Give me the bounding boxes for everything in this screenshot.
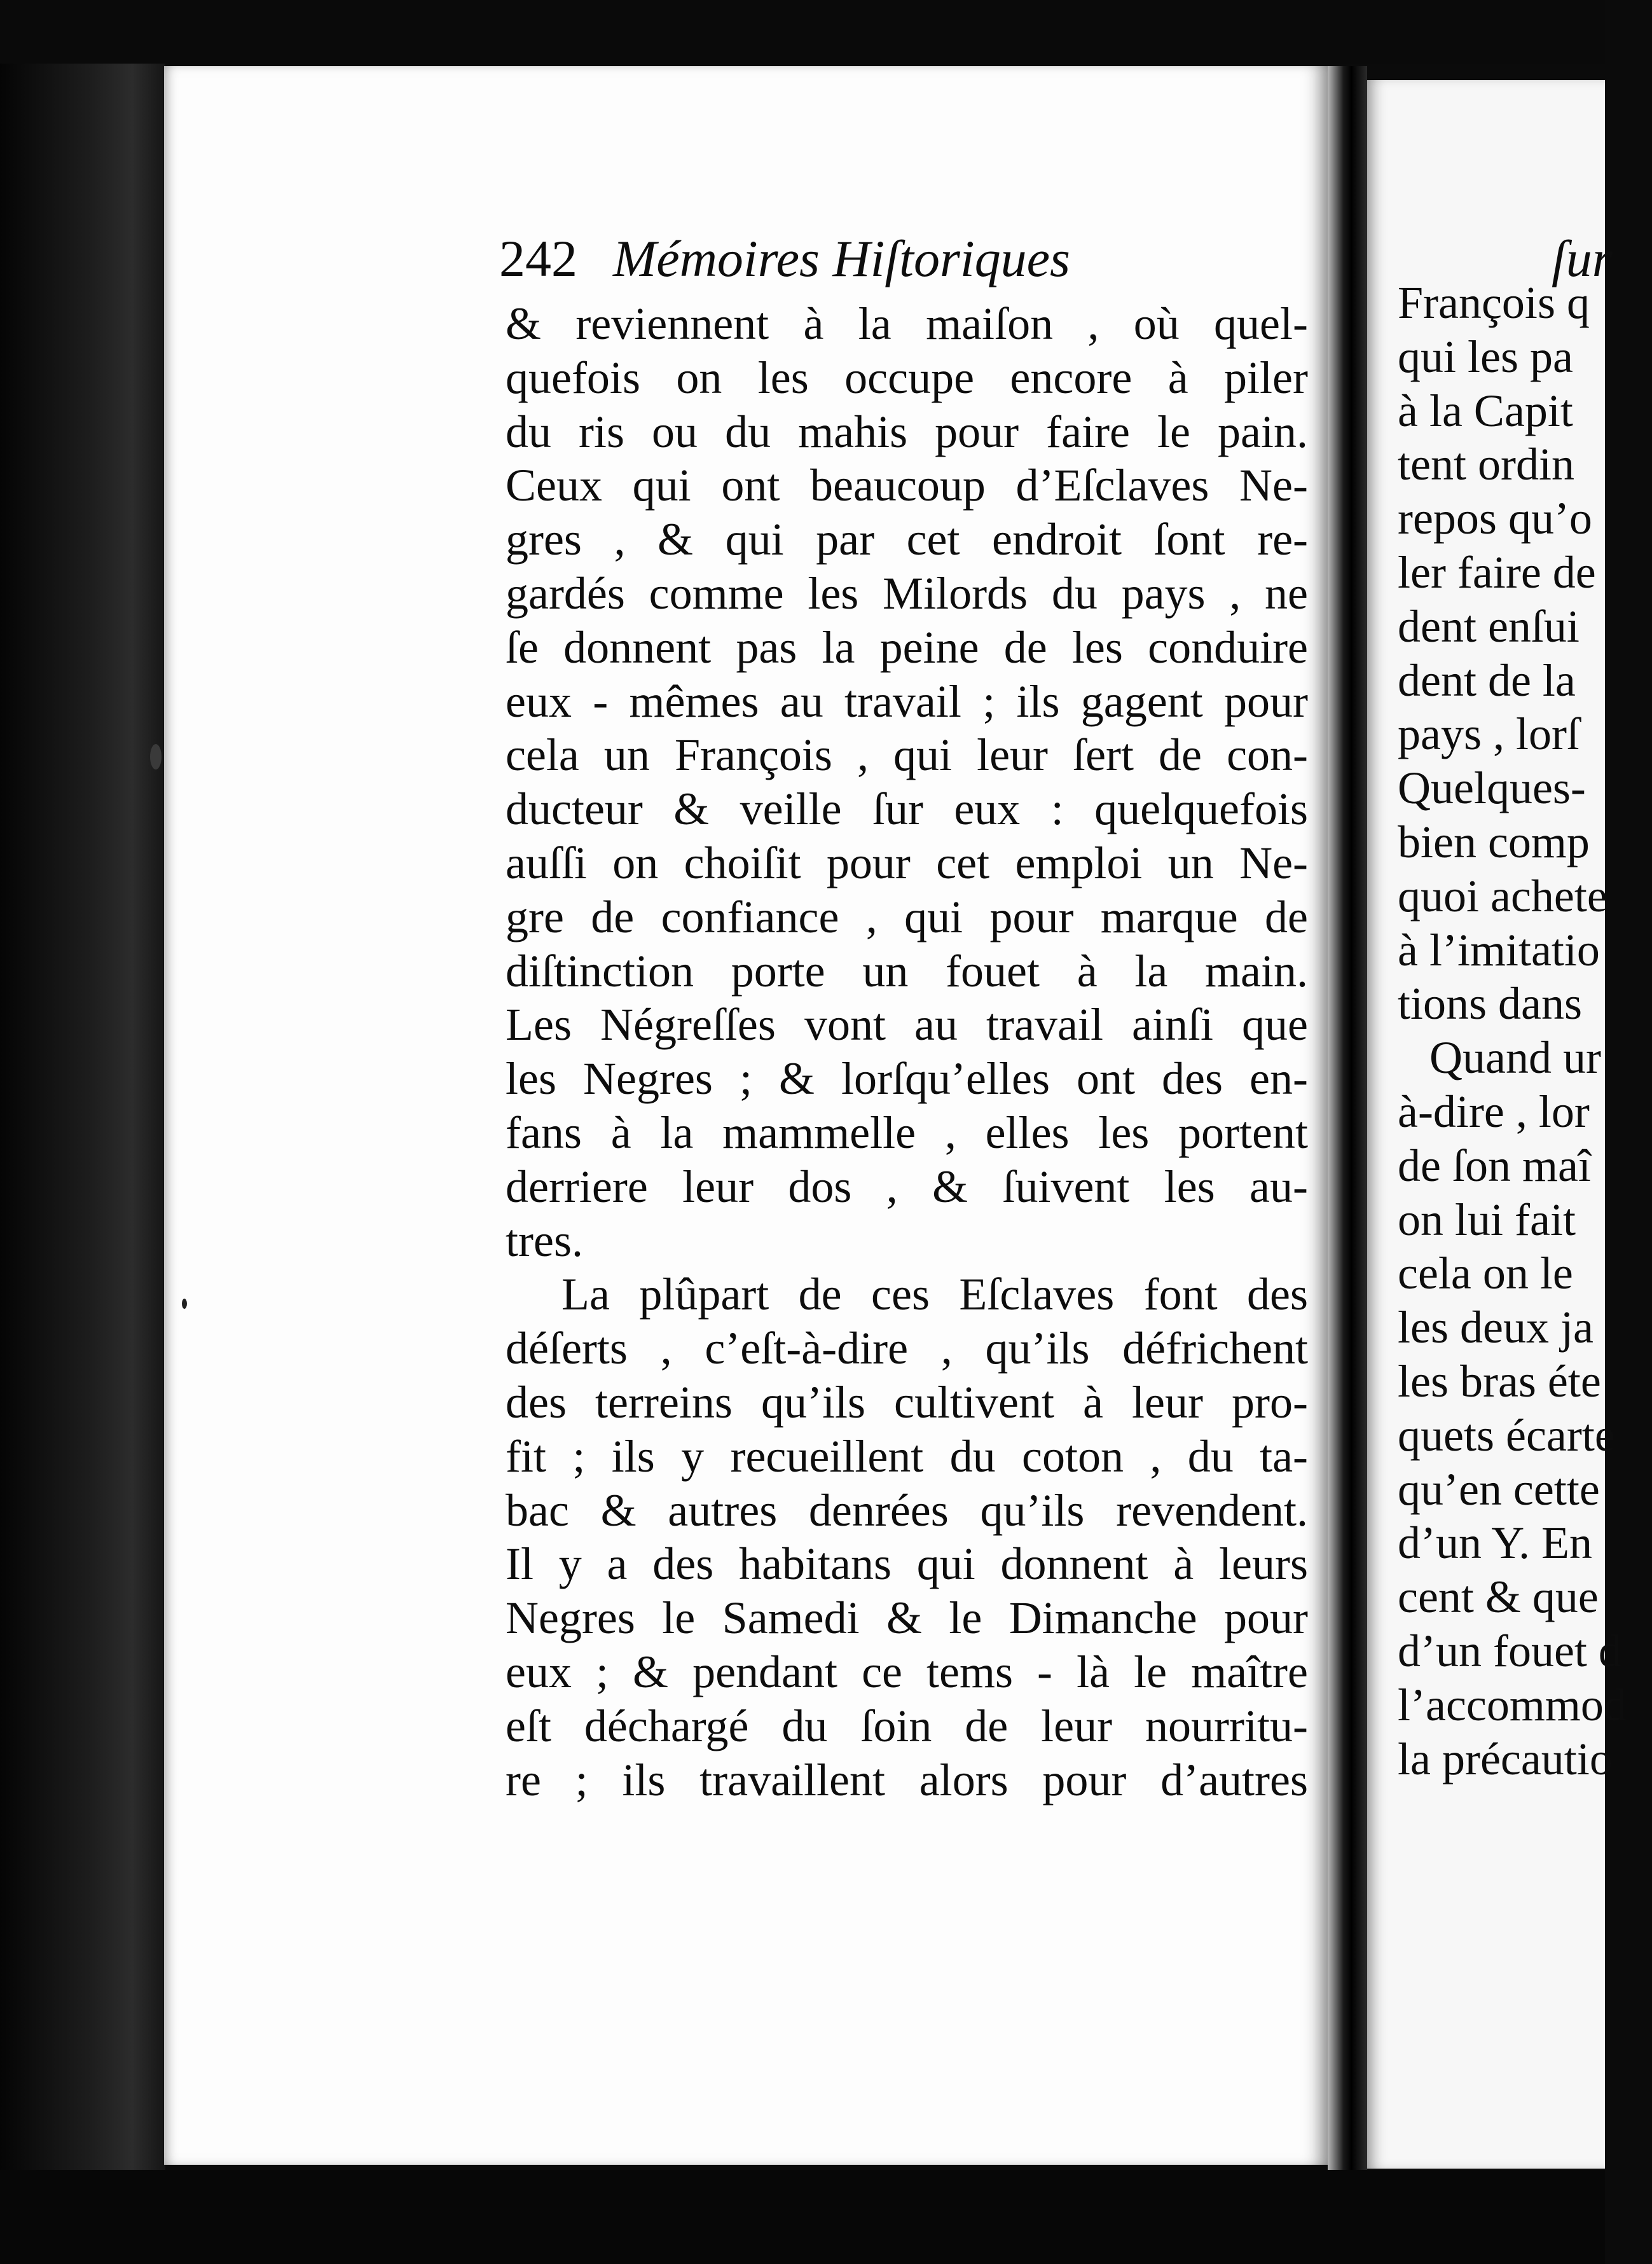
text-line: dent de la — [1398, 654, 1576, 706]
text-line: du ris ou du mahis pour faire le pain. — [506, 406, 1308, 457]
text-line: François q — [1398, 277, 1590, 328]
text-line: tres. — [506, 1215, 583, 1266]
text-line: la précautio — [1398, 1733, 1613, 1784]
right-page-running-title: ſur — [1552, 230, 1613, 287]
text-line: eux - mêmes au travail ; ils gagent pour — [506, 675, 1308, 727]
text-line: re ; ils travaillent alors pour d’autres — [506, 1754, 1308, 1805]
text-line: à la Capit — [1398, 385, 1573, 436]
text-line: fit ; ils y recueillent du coton , du ta- — [506, 1430, 1308, 1482]
scan-background-top — [0, 0, 1605, 64]
scan-speck — [182, 1299, 187, 1309]
left-page-header — [499, 224, 1202, 294]
text-line: cela un François , qui leur ſert de con- — [506, 729, 1308, 781]
text-line: eſt déchargé du ſoin de leur nourritu- — [506, 1700, 1308, 1751]
text-line: Il y a des habitans qui donnent à leurs — [506, 1538, 1308, 1590]
text-line: déſerts , c’eſt-à-dire , qu’ils défrichent — [506, 1323, 1308, 1374]
text-line: bac & autres denrées qu’ils revendent. — [506, 1484, 1308, 1536]
running-title: Mémoires Hiſtoriques — [613, 230, 1070, 287]
scan-background-bottom — [0, 2170, 1605, 2264]
text-line: dent enſui — [1398, 600, 1580, 652]
text-line: les deux ja — [1398, 1302, 1593, 1353]
text-line: cent & que — [1398, 1571, 1599, 1623]
text-line: repos qu’o — [1398, 493, 1592, 544]
text-line: diſtinction porte un fouet à la main. — [506, 945, 1308, 997]
text-line: Quand ur — [1429, 1032, 1601, 1084]
text-line: des terreins qu’ils cultivent à leur pro- — [506, 1376, 1308, 1428]
left-page-body — [506, 297, 1308, 1807]
text-line: gardés comme les Milords du pays , ne — [506, 567, 1308, 619]
text-line: à-dire , lor — [1398, 1086, 1590, 1137]
text-line: ſe donnent pas la peine de les conduire — [506, 621, 1308, 673]
text-line: de ſon maî — [1398, 1140, 1591, 1191]
text-line: les bras éte — [1398, 1355, 1601, 1407]
text-line: La plûpart de ces Eſclaves font des — [561, 1269, 1308, 1320]
text-line: auſſi on choiſit pour cet emploi un Ne- — [506, 837, 1308, 888]
text-line: gre de confiance , qui pour marque de — [506, 891, 1308, 942]
text-line: quoi achete — [1398, 870, 1607, 921]
text-line: ducteur & veille ſur eux : quelquefois — [506, 783, 1308, 835]
text-line: bien comp — [1398, 816, 1590, 867]
text-line: à l’imitatio — [1398, 924, 1600, 976]
text-line: Negres le Samedi & le Dimanche pour — [506, 1592, 1308, 1644]
text-line: & reviennent à la maiſon , où quel- — [506, 298, 1308, 349]
text-line: fans à la mammelle , elles les portent — [506, 1107, 1308, 1158]
text-line: Les Négreſſes vont au travail ainſi que — [506, 999, 1308, 1051]
text-line: qu’en cette — [1398, 1463, 1600, 1515]
page-number: 242 — [499, 230, 577, 287]
book-gutter — [1328, 66, 1367, 2171]
text-line: Quelques- — [1398, 763, 1586, 814]
book-spine-edge — [0, 64, 165, 2175]
text-line: quefois on les occupe encore à piler — [506, 352, 1308, 403]
text-line: eux ; & pendant ce tems - là le maître — [506, 1646, 1308, 1697]
text-line: derriere leur dos , & ſuivent les au- — [506, 1161, 1308, 1212]
text-line: d’un fouet d — [1398, 1625, 1621, 1676]
text-line: pays , lorſ — [1398, 708, 1580, 760]
text-line: les Negres ; & lorſqu’elles ont des en- — [506, 1053, 1308, 1105]
text-line: Ceux qui ont beaucoup d’Eſclaves Ne- — [506, 460, 1308, 511]
text-line: quets écarte — [1398, 1409, 1615, 1461]
text-line: gres , & qui par cet endroit ſont re- — [506, 514, 1308, 565]
text-line: cela on le — [1398, 1248, 1573, 1299]
right-page-body — [1398, 276, 1652, 1786]
text-line: l’accommod — [1398, 1679, 1627, 1730]
text-line: tions dans — [1398, 978, 1583, 1030]
text-line: d’un Y. En — [1398, 1517, 1592, 1569]
text-line: qui les pa — [1398, 331, 1573, 382]
text-line: tent ordin — [1398, 439, 1574, 490]
text-line: ler faire de — [1398, 546, 1596, 598]
scan-speck — [150, 744, 162, 770]
text-line: on lui fait — [1398, 1194, 1576, 1245]
